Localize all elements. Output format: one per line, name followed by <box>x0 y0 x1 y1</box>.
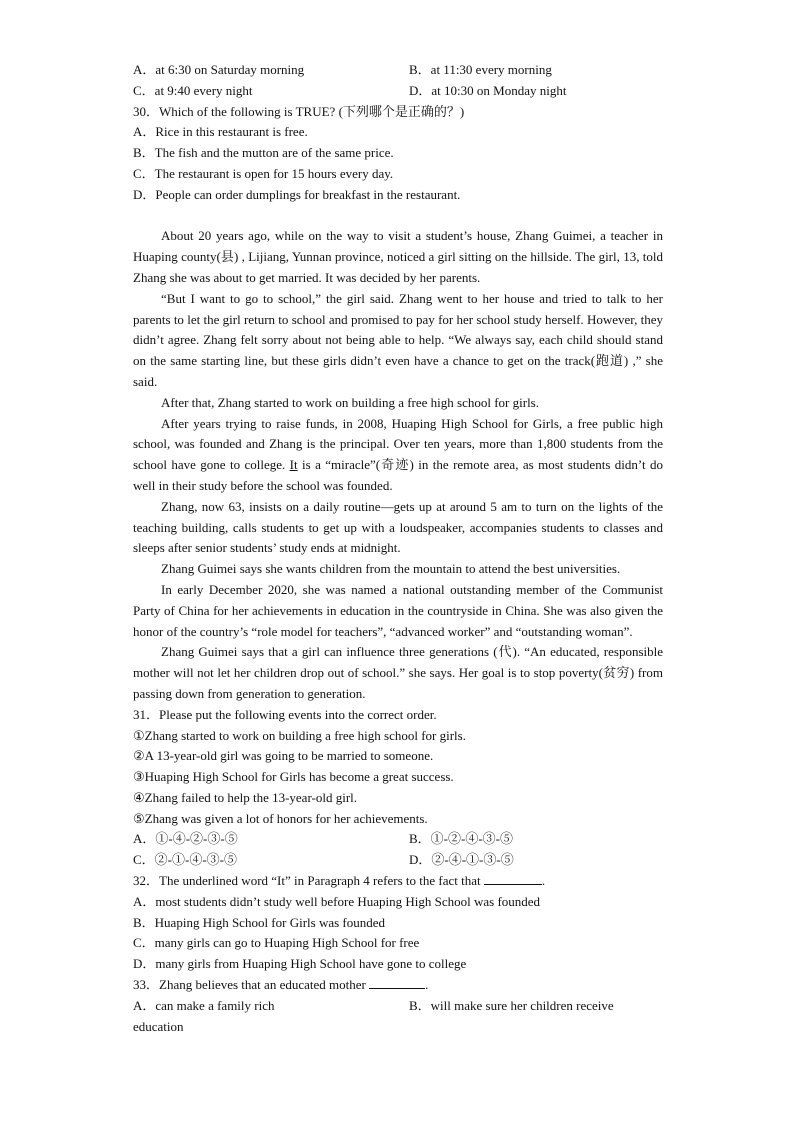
passage-paragraph-7: In early December 2020, she was named a national outstanding member of the Communist Party of China for her achievements in education in the countryside in China. She was also given the honor of the country’s “role model for teachers”, “advanced worker” and “outstanding woman”. <box>133 581 663 639</box>
q30-option-d: D．People can order dumplings for breakfast in the restaurant. <box>133 186 461 202</box>
q33-options-row-1 <box>133 996 663 1017</box>
q30-option-a: A．Rice in this restaurant is free. <box>133 124 308 140</box>
q29-option-d: D．at 10:30 on Monday night <box>409 82 567 98</box>
q32-answer-blank <box>484 871 542 885</box>
q33-option-b-continued: education <box>133 1018 184 1034</box>
q32-stem <box>133 871 663 892</box>
q31-event-4: ④Zhang failed to help the 13-year-old girl. <box>133 789 358 805</box>
page-content <box>133 60 663 1037</box>
q32-stem-end: . <box>541 873 546 889</box>
underlined-word-it: It <box>289 457 298 473</box>
paragraph-4-text-before: After years trying to raise funds, in 2008, Huaping High School for Girls, a free public high school, was founded and Zhang is the principal. Over ten years, more than 1,800 students from the school have gone to college. <box>133 415 663 473</box>
q29-option-a: A．at 6:30 on Saturday morning <box>133 62 305 77</box>
q32-option-c: C．many girls can go to Huaping High School for free <box>133 935 420 951</box>
q32-stem-text: 32．The underlined word “It” in Paragraph 4 refers to the fact that <box>133 873 484 889</box>
q32-option-d: D．many girls from Huaping High School have gone to college <box>133 956 467 972</box>
q29-options-row-1 <box>133 60 663 81</box>
q33-option-a: A．can make a family rich <box>133 997 275 1013</box>
q31-stem: 31．Please put the following events into the correct order. <box>133 706 437 722</box>
passage-paragraph-5: Zhang, now 63, insists on a daily routine—gets up at around 5 am to turn on the lights of the teaching building, calls students to get up with a loudspeaker, accompanies students to classes and sleeps after senior students’ study ends at midnight. <box>133 498 663 556</box>
q31-option-b: B．①-②-④-③-⑤ <box>409 831 513 847</box>
q29-options-row-2 <box>133 81 663 102</box>
q30-option-b: B．The fish and the mutton are of the same price. <box>133 145 394 161</box>
passage-paragraph-3: After that, Zhang started to work on building a free high school for girls. <box>161 394 539 410</box>
q31-options-row-1 <box>133 829 663 850</box>
q31-option-a: A．①-④-②-③-⑤ <box>133 831 238 847</box>
q31-option-d: D．②-④-①-③-⑤ <box>409 852 514 868</box>
paragraph-4-text-after: is a “miracle”(奇迹) in the remote area, as most students didn’t do well in their study before the school was founded. <box>133 457 663 493</box>
q33-stem-text: 33．Zhang believes that an educated mother <box>133 977 370 993</box>
passage-paragraph-2: “But I want to go to school,” the girl said. Zhang went to her house and tried to talk to her parents to let the girl return to school and promised to pay for her school study herself. However, they didn’t agree. Zhang felt sorry about not being able to help. “We always say, each child should stand on the same starting line, but these girls didn’t even have a chance to get on the track(跑道) ,” she said. <box>133 290 663 389</box>
passage-paragraph-6: Zhang Guimei says she wants children from the mountain to attend the best universities. <box>161 561 621 577</box>
q29-option-c: C．at 9:40 every night <box>133 82 253 98</box>
q31-event-1: ①Zhang started to work on building a free high school for girls. <box>133 727 466 743</box>
passage-paragraph-8: Zhang Guimei says that a girl can influence three generations (代). “An educated, responsible mother will not let her children drop out of school.” she says. Her goal is to stop poverty(贫穷) from passing down from generation to generation. <box>133 644 663 701</box>
q30-option-c: C．The restaurant is open for 15 hours every day. <box>133 165 394 181</box>
q29-option-b: B．at 11:30 every morning <box>409 62 552 77</box>
q33-option-b: B．will make sure her children receive <box>409 997 614 1013</box>
q31-option-c: C．②-①-④-③-⑤ <box>133 852 237 868</box>
q31-event-2: ②A 13-year-old girl was going to be married to someone. <box>133 748 434 764</box>
q31-event-5: ⑤Zhang was given a lot of honors for her achievements. <box>133 810 428 826</box>
q32-option-b: B．Huaping High School for Girls was founded <box>133 914 386 930</box>
passage-paragraph-1: About 20 years ago, while on the way to visit a student’s house, Zhang Guimei, a teacher in Huaping county(县) , Lijiang, Yunnan province, noticed a girl sitting on the hillside. The girl, 13, told Zhang she was about to get married. It was decided by her parents. <box>133 228 663 285</box>
q31-options-row-2 <box>133 850 663 871</box>
q33-answer-blank <box>369 975 425 989</box>
passage-paragraph-4 <box>133 414 663 497</box>
q32-option-a: A．most students didn’t study well before Huaping High School was founded <box>133 893 541 909</box>
q33-stem <box>133 975 663 996</box>
q31-event-3: ③Huaping High School for Girls has become a great success. <box>133 769 454 785</box>
q33-stem-end: . <box>425 977 429 993</box>
section-gap <box>133 206 663 227</box>
q30-stem: 30．Which of the following is TRUE? (下列哪个是正确的？) <box>133 103 465 119</box>
